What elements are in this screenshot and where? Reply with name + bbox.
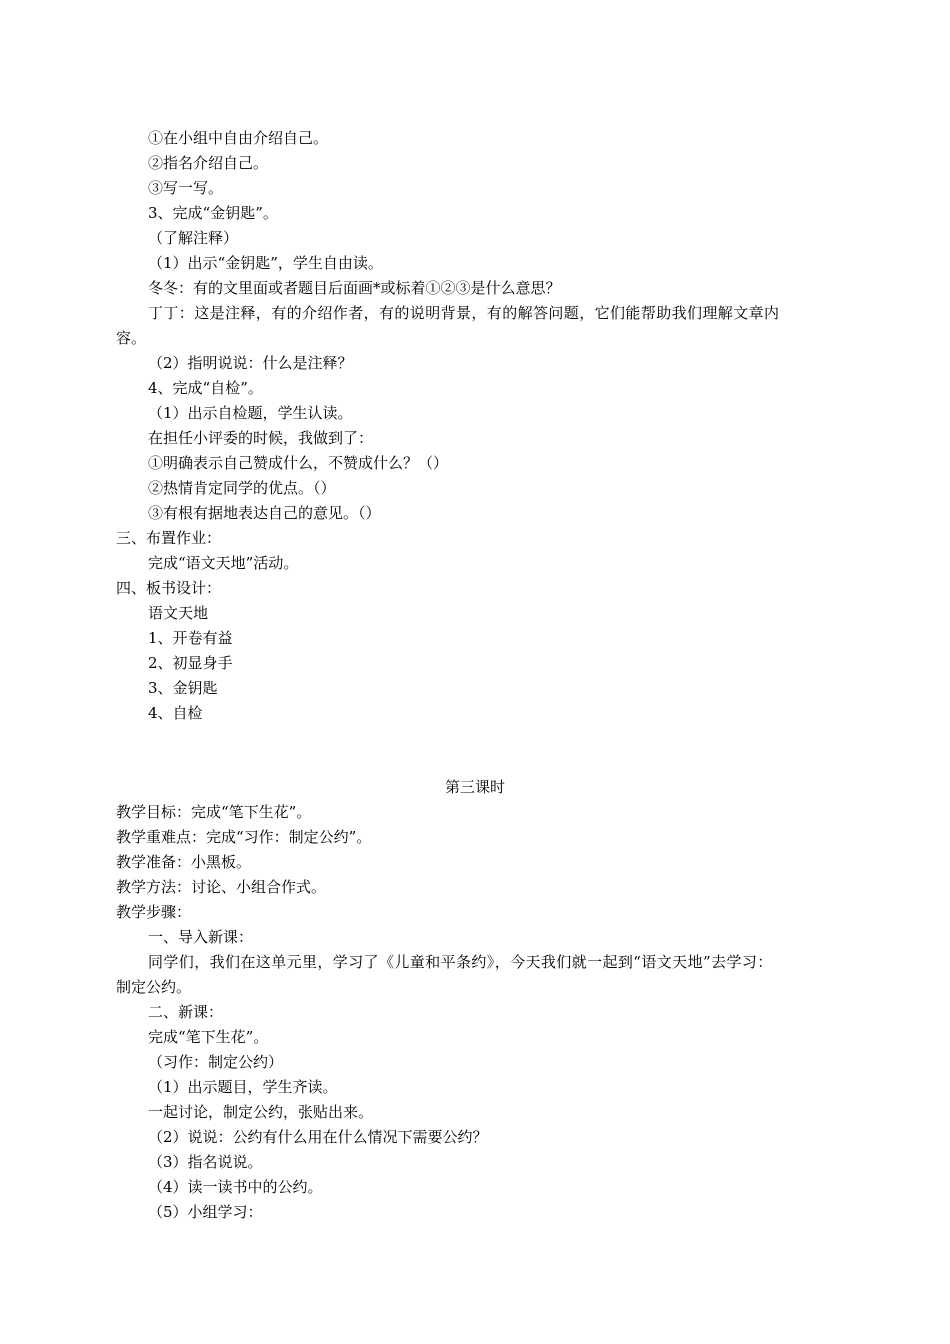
text-line: 语文天地 bbox=[148, 604, 209, 622]
text-line: ①明确表示自己赞成什么，不赞成什么？（） bbox=[148, 454, 449, 472]
text-line: 制定公约。 bbox=[116, 978, 192, 996]
text-line: （3）指名说说。 bbox=[148, 1153, 263, 1171]
text-line: 4、自检 bbox=[148, 704, 203, 722]
text-line: 3、金钥匙 bbox=[148, 679, 218, 697]
text-line: 教学重难点：完成“习作：制定公约”。 bbox=[116, 828, 372, 846]
section-heading: 三、布置作业： bbox=[116, 529, 222, 547]
text-line: （1）出示自检题，学生认读。 bbox=[148, 404, 353, 422]
text-line: 同学们，我们在这单元里，学习了《儿童和平条约》，今天我们就一起到“语文天地”去学习： bbox=[148, 953, 773, 971]
text-line: （4）读一读书中的公约。 bbox=[148, 1178, 323, 1196]
text-line: 教学准备：小黑板。 bbox=[116, 853, 252, 871]
text-line: ①在小组中自由介绍自己。 bbox=[148, 129, 329, 147]
text-line: （2）指明说说：什么是注释？ bbox=[148, 354, 353, 372]
text-line: 教学方法：讨论、小组合作式。 bbox=[116, 878, 327, 896]
text-line: 教学步骤： bbox=[116, 903, 192, 921]
text-line: 容。 bbox=[116, 329, 147, 347]
text-line: ③有根有据地表达自己的意见。（） bbox=[148, 504, 381, 522]
text-line: （2）说说：公约有什么用在什么情况下需要公约？ bbox=[148, 1128, 488, 1146]
lesson-title: 第三课时 bbox=[444, 778, 505, 796]
text-line: 完成“笔下生花”。 bbox=[148, 1028, 269, 1046]
text-line: 教学目标：完成“笔下生花”。 bbox=[116, 803, 312, 821]
text-line: 完成“语文天地”活动。 bbox=[148, 554, 299, 572]
text-line: ②热情肯定同学的优点。（） bbox=[148, 479, 336, 497]
text-line: 4、完成“自检”。 bbox=[148, 379, 263, 397]
section-heading: 一、导入新课： bbox=[148, 928, 254, 946]
text-line: ③写一写。 bbox=[148, 179, 224, 197]
text-line: 1、开卷有益 bbox=[148, 629, 233, 647]
text-line: 3、完成“金钥匙”。 bbox=[148, 204, 278, 222]
text-line: 一起讨论，制定公约，张贴出来。 bbox=[148, 1103, 374, 1121]
text-line: （了解注释） bbox=[148, 229, 239, 247]
text-line: ②指名介绍自己。 bbox=[148, 154, 269, 172]
text-line: （习作：制定公约） bbox=[148, 1053, 284, 1071]
text-line: 在担任小评委的时候，我做到了： bbox=[148, 429, 374, 447]
text-line: （1）出示题目，学生齐读。 bbox=[148, 1078, 338, 1096]
section-heading: 二、新课： bbox=[148, 1003, 224, 1021]
text-line: 2、初显身手 bbox=[148, 654, 233, 672]
text-line: （1）出示“金钥匙”，学生自由读。 bbox=[148, 254, 383, 272]
section-heading: 四、板书设计： bbox=[116, 579, 222, 597]
text-line: 冬冬：有的文里面或者题目后面画*或标着①②③是什么意思？ bbox=[148, 279, 561, 297]
text-line: （5）小组学习： bbox=[148, 1203, 263, 1221]
text-line: 丁丁：这是注释，有的介绍作者，有的说明背景，有的解答问题，它们能帮助我们理解文章内 bbox=[148, 304, 780, 322]
